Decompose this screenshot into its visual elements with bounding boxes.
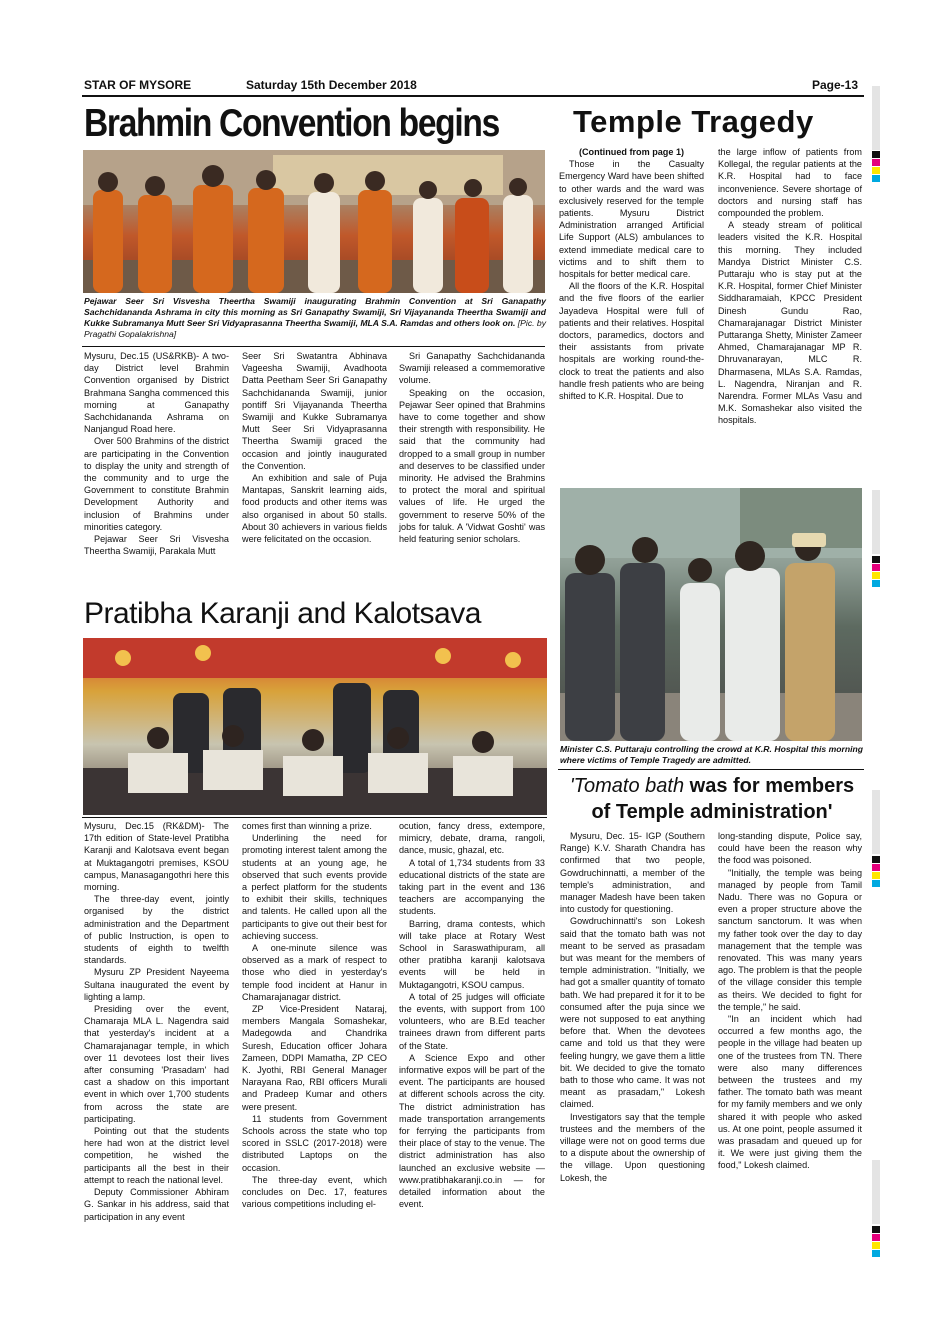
temple-c2-p1: the large inflow of patients from Kollegal, the regular patients at the K.R. Hospital had to face inconvenience. Severe shortage of doctors and nursing staff has compounded the problem. (718, 147, 862, 219)
cyan-reg-mark (872, 175, 880, 182)
pratibha-c3-p3: Barring, drama contests, which will take place at Rotary West School in Saraswathipuram, all other pratibha karanji kalotsava events will be held in Muktagangotri, KSOU campus. (399, 918, 545, 990)
brahmin-caption-rule (82, 346, 545, 347)
brahmin-c3-p1: Sri Ganapathy Sachchidananda Swamiji released a commemorative volume. (399, 351, 545, 386)
temple-c1-p2: All the floors of the K.R. Hospital and the five floors of the earlier Jayadeva Hospital were full of patients and their relatives. Hospital doctors, paramedics, doctors and their assistants from private hospitals are working round-the-clock to treat the patients and also handle fresh patients who are being shifted to K.R. Hospital. Due to (559, 281, 704, 402)
pratibha-c1-p6: Deputy Commissioner Abhiram G. Sankar in his address, said that participation in any event (84, 1187, 229, 1222)
tomato-c2-p3: "In an incident which had occurred a few months ago, the people in the village had beaten up one of the trustees from TN. There were also many differences between the trustees and my father. The tomato bath was meant for my family members and we only shared it with people who asked us. At one point, people assumed it was prasadam and queued up for it. We were just giving them the food," Lokesh claimed. (718, 1014, 862, 1171)
cyan-reg-mark (872, 880, 880, 887)
tomato-headline-italic: 'Tomato bath (569, 775, 685, 797)
pratibha-c2-p5: 11 students from Government Schools across the state who top scored in SSLC (2017-2018) were distributed Laptops on the occasion. (242, 1113, 387, 1173)
pratibha-c3-p4: A total of 25 judges will officiate the events, with support from 100 volunteers, who are B.Ed teacher trainees drawn from different parts of the State. (399, 991, 545, 1051)
temple-c2-p2: A steady stream of political leaders visited the K.R. Hospital this morning. They included Mandya District Minister C.S. Puttaraju who is stay put at the K.R. Hospital, former Chief Minister Siddharamaiah, KPCC President Dinesh Gundu Rao, Chamarajanagar District Minister Puttaranga Shetty, Minister Zameer Ahmed, Chamarajanagar MP R. Dhruvanarayan, MLC R. Dharmasena, MLAs S.A. Ramdas, L. Nagendra, Niranjan and R. Narendra. Former MLAs Vasu and M.K. Somashekar also visited the hospitals. (718, 220, 862, 426)
tomato-c1-p2: Gowdruchinnatti's son Lokesh said that the tomato bath was not meant to be served as prasadam but was meant for the members of temple administration. "Initially, we had got a smaller quantity of tomato bath. We had prepared it for it to be consumed after the puja since we were not supposed to eat anything before that. When the devotees came and told us that they were feeling hungry, we gave them a little bit. We decided to give the tomato bath to those who came. It was not meant as prasadam," Lokesh claimed. (560, 916, 705, 1110)
cyan-reg-mark (872, 580, 880, 587)
pratibha-column-2 (242, 820, 387, 1211)
pratibha-c2-p2: Underlining the need for promoting interest talent among the students at an young age, he observed that such events provide a perfect platform for the students to exhibit their skills, techniques and talents. He called upon all the participants to give out their best for achieving success. (242, 833, 387, 941)
pratibha-c1-p2: The three-day event, jointly organised by the district administration and the Department of public Instruction, is open to students of eighth to twelfth standards. (84, 894, 229, 966)
margin-gray-bar (872, 790, 880, 854)
black-reg-mark (872, 556, 880, 563)
brahmin-headline: Brahmin Convention begins (84, 102, 499, 145)
magenta-reg-mark (872, 1234, 880, 1241)
tomato-headline (562, 773, 862, 825)
temple-column-2 (718, 146, 862, 427)
pratibha-photo-image (83, 638, 547, 815)
brahmin-c1-p3: Pejawar Seer Sri Visvesha Theertha Swamiji, Parakala Mutt (84, 534, 229, 557)
hospital-caption: Minister C.S. Puttaraju controlling the crowd at K.R. Hospital this morning where victims of Temple Tragedy are admitted. (560, 744, 863, 765)
brahmin-c1-p2: Over 500 Brahmins of the district are participating in the Convention to display the unity and strength of the community and to urge the Government to constitute Brahmin Development Authority and inclusion of Brahmins under minorities category. (84, 436, 229, 532)
black-reg-mark (872, 151, 880, 158)
pratibha-c2-p6: The three-day event, which concludes on Dec. 17, features various competitions including el- (242, 1174, 387, 1210)
magenta-reg-mark (872, 864, 880, 871)
pratibha-c3-p5: A Science Expo and other informative expos will be part of the event. The participants are housed at different schools across the city. The district administration has made transportation arrangements for ferrying the participants from their place of stay to the venue. The district administration has also launched an exclusive website — www.pratibhakaranji.co.in — for detailed information about the event. (399, 1052, 545, 1210)
pratibha-c2-p4: ZP Vice-President Nataraj, members Mangala Somashekar, Madegowda and Chandrika Suresh, Education officer Johara Zameen, DDPI Mamatha, ZP CEO K. Jyothi, RBI General Manager Narayana Rao, RBI officers Murali and Pradeep Kumar and others were present. (242, 1004, 387, 1112)
pratibha-c3-p2: A total of 1,734 students from 33 educational districts of the state are taking part in the event and 136 teachers are accompanying the students. (399, 857, 545, 917)
brahmin-c3-p2: Speaking on the occasion, Pejawar Seer opined that Brahmins have to come together and show their strength with responsibility. He said that the community had dropped to a small group in number and deserves to be classified under minority. He advised the Brahmins to protect the moral and spiritual values of life. He urged the government to reserve 50% of the jobs for taluk. A 'Vidwat Goshti' was held featuring senior scholars. (399, 387, 545, 545)
tomato-headline-rest: was for members (684, 775, 855, 797)
tomato-c1-p3: Investigators say that the temple trustees and the members of the village were not on good terms due to a dispute about the ownership of the village. Upon questioning Lokesh, the (560, 1111, 705, 1183)
hospital-caption-rule (558, 769, 864, 770)
black-reg-mark (872, 856, 880, 863)
pratibha-c1-p1: Mysuru, Dec.15 (RK&DM)- The 17th edition of State-level Pratibha Karanji and Kalotsava event began at Muktagangotri premises, KSOU campus, Manasagangothri here this morning. (84, 821, 229, 893)
hospital-photo-image (560, 488, 862, 741)
issue-date: Saturday 15th December 2018 (246, 78, 417, 92)
yellow-reg-mark (872, 572, 880, 579)
tomato-c2-p2: "Initially, the temple was being managed by people from Tamil Nadu. There was no Gopura or even a proper structure above the sanctum sanctorum. It was when my father took over the day to day management that the temple was renovated. This was many years ago. The problem is that the people of the village consider this temple as theirs. We decided to fight for the temple," he said. (718, 867, 862, 1012)
pratibha-column-3 (399, 820, 545, 1211)
brahmin-c2-p1: Seer Sri Swatantra Abhinava Vageesha Swamiji, Avadhoota Datta Peetham Seer Sri Ganapathy Sachchidananda Swamiji, junior pontiff Sri Vijayananda Theertha Swamiji and Kukke Subramanya Mutt Seer Sri Vidyaprasanna Theertha Swamiji graced the occasion and jointly inaugurated the Convention. (242, 351, 387, 471)
brahmin-photo-image (83, 150, 545, 293)
brahmin-photo-credit: [Pic. by Pragathi Gopalakrishna] (84, 318, 546, 339)
tomato-column-2 (718, 830, 862, 1172)
brahmin-caption-text: Pejawar Seer Sri Visvesha Theertha Swamiji inaugurating Brahmin Convention at Sri Ganapathy Sachchidananda Ashrama in city this morning as Sri Ganapathy Swamiji, Sri Vijayananda Theertha Swamiji and Kukke Subramanya Mutt Seer Sri Vidyaprasanna Theertha Swamiji, MLA S.A. Ramdas and others look on. (84, 296, 546, 328)
brahmin-c2-p2: An exhibition and sale of Puja Mantapas, Sanskrit learning aids, food products and other items was also organised in about 50 stalls. About 30 achievers in various fields were felicitated on the occasion. (242, 473, 387, 545)
temple-c1-p1: Those in the Casualty Emergency Ward have been shifted to other wards and the ward was exclusively reserved for the temple patients. Mysuru District Administration arranged Artificial Life Support (ALS) ambulances to extend immediate medical care to victims and to shift them to hospitals for better medical care. (559, 159, 704, 280)
cyan-reg-mark (872, 1250, 880, 1257)
tomato-column-1 (560, 830, 705, 1184)
magenta-reg-mark (872, 159, 880, 166)
tomato-c2-p1: long-standing dispute, Police say, could have been the reason why the food was poisoned. (718, 831, 862, 866)
hospital-photo (560, 488, 862, 741)
brahmin-photo (83, 150, 545, 293)
black-reg-mark (872, 1226, 880, 1233)
brahmin-column-3 (399, 350, 545, 545)
temple-headline: Temple Tragedy (573, 104, 814, 139)
pratibha-photo (83, 638, 547, 815)
pratibha-headline: Pratibha Karanji and Kalotsava (84, 597, 481, 630)
temple-column-1 (559, 146, 704, 402)
paper-name: STAR OF MYSORE (84, 78, 192, 92)
tomato-headline-line2: of Temple administration' (591, 801, 833, 823)
pratibha-c2-p3: A one-minute silence was observed as a mark of respect to those who died in yesterday's temple food incident at Hanur in Chamarajanagar district. (242, 943, 387, 1002)
yellow-reg-mark (872, 872, 880, 879)
brahmin-column-1 (84, 350, 229, 557)
brahmin-c1-p1: Mysuru, Dec.15 (US&RKB)- A two-day District level Brahmin Convention organised by District Brahmana Sangha commenced this morning at Ganapathy Sachchidananda Ashrama on Nanjangud Road here. (84, 351, 229, 435)
pratibha-photo-rule (82, 817, 547, 818)
pratibha-c3-p1: ocution, fancy dress, extempore, mimicry, debate, drama, rangoli, dance, music, ghazal, etc. (399, 821, 545, 856)
pratibha-c1-p5: Pointing out that the students here had won at the district level competition, he wished the participants all the best in their attempt to reach the national level. (84, 1126, 229, 1185)
yellow-reg-mark (872, 1242, 880, 1249)
margin-gray-bar (872, 1160, 880, 1224)
pratibha-c2-p1: comes first than winning a prize. (242, 821, 372, 831)
masthead-rule (82, 95, 864, 97)
temple-continued: (Continued from page 1) (578, 147, 685, 157)
margin-gray-bar (872, 86, 880, 150)
brahmin-caption (84, 296, 546, 340)
pratibha-column-1 (84, 820, 229, 1223)
page-number: Page-13 (812, 78, 859, 92)
yellow-reg-mark (872, 167, 880, 174)
margin-gray-bar (872, 490, 880, 554)
pratibha-c1-p3: Mysuru ZP President Nayeema Sultana inaugurated the event by lighting a lamp. (84, 967, 229, 1002)
magenta-reg-mark (872, 564, 880, 571)
pratibha-c1-p4: Presiding over the event, Chamaraja MLA L. Nagendra said that yesterday's incident at a Chamarajanagar temple, in which over 11 devotees lost their lives after consuming 'Prasadam' had cast a shadow on this important event in which over 1,700 students from across the state are participating. (84, 1004, 229, 1124)
brahmin-column-2 (242, 350, 387, 545)
tomato-c1-p1: Mysuru, Dec. 15- IGP (Southern Range) K.V. Sharath Chandra has confirmed that two people, Gowdruchinnatti, a member of the temple's administration, and manager Madesh have been taken into custody for questioning. (560, 831, 705, 915)
